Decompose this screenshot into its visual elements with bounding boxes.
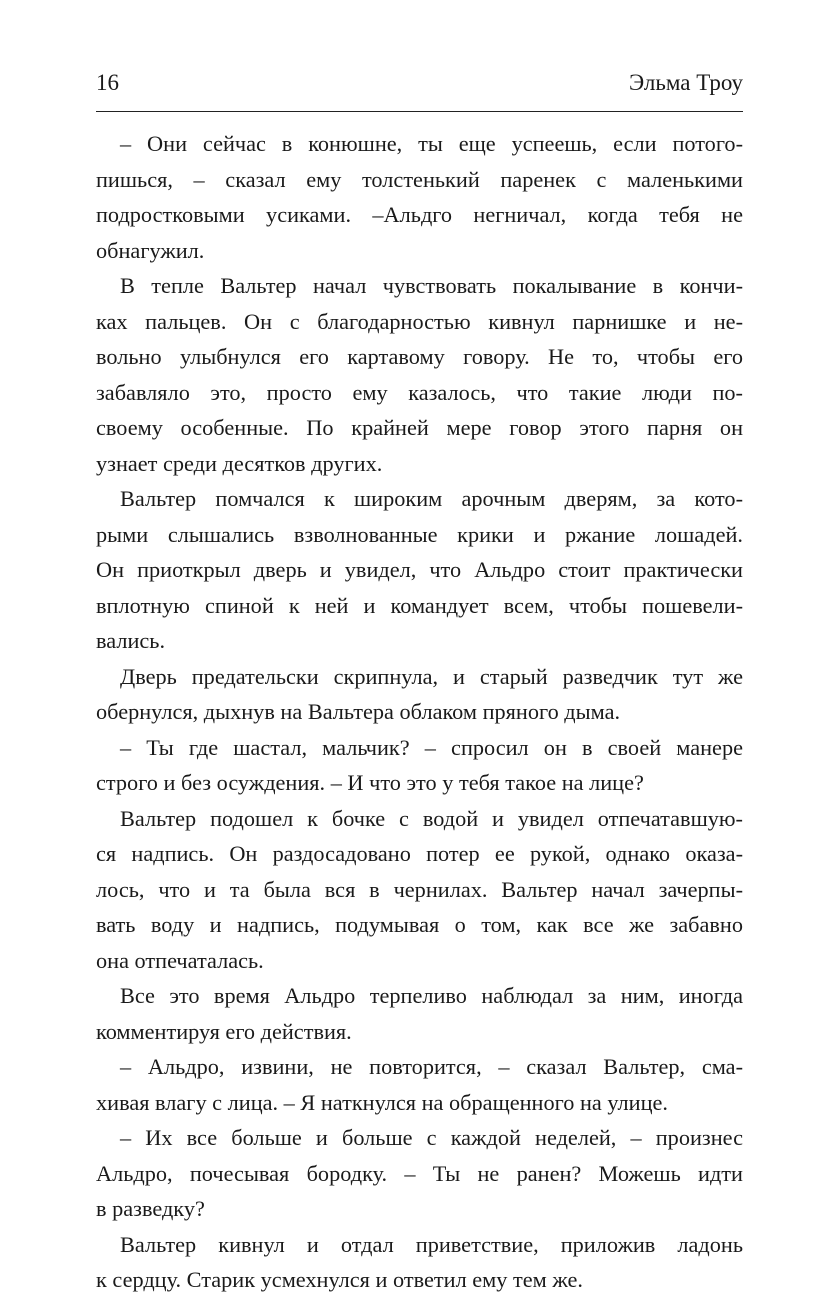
text-line: вать воду и надпись, подумывая о том, как все же забавно	[96, 912, 743, 937]
body-text	[96, 126, 743, 1298]
header-rule	[96, 111, 743, 112]
text-line: комментируя его действия.	[96, 1018, 352, 1044]
text-line: – Альдро, извини, не повторится, – сказал Вальтер, сма-	[120, 1054, 743, 1079]
text-line: – Их все больше и больше с каждой неделей, – произнес	[120, 1125, 743, 1150]
running-header-author: Эльма Троу	[628, 70, 743, 95]
text-line: – Ты где шастал, мальчик? – спросил он в своей манере	[120, 734, 743, 760]
text-line: обнагужил.	[96, 237, 205, 263]
paragraph	[96, 730, 743, 801]
page-number: 16	[96, 70, 119, 95]
text-line: – Они сейчас в конюшне, ты еще успеешь, если потого-	[120, 131, 743, 156]
text-line: рыми слышались взволнованные крики и ржание лошадей.	[96, 521, 743, 547]
text-line: ках пальцев. Он с благодарностью кивнул парнишке и не-	[96, 308, 743, 334]
text-line: лось, что и та была вся в чернилах. Вальтер начал зачерпы-	[96, 876, 743, 902]
text-line: хивая влагу с лица. – Я наткнулся на обращенного на улице.	[96, 1089, 668, 1115]
paragraph	[96, 126, 743, 268]
text-line: вольно улыбнулся его картавому говору. Не то, чтобы его	[96, 344, 743, 369]
paragraph	[96, 1120, 743, 1227]
text-line: подростковыми усиками. –Альдго негничал, когда тебя не	[96, 202, 743, 227]
text-line: вплотную спиной к ней и командует всем, чтобы пошевели-	[96, 592, 743, 618]
text-line: пишься, – сказал ему толстенький паренек с маленькими	[96, 166, 743, 192]
text-line: Все это время Альдро терпеливо наблюдал за ним, иногда	[120, 983, 743, 1008]
paragraph	[96, 801, 743, 979]
text-line: ся надпись. Он раздосадовано потер ее рукой, однако оказа-	[96, 841, 743, 866]
paragraph	[96, 659, 743, 730]
text-line: вались.	[96, 628, 166, 653]
paragraph	[96, 1227, 743, 1298]
text-line: Он приоткрыл дверь и увидел, что Альдро стоит практически	[96, 557, 743, 582]
text-line: она отпечаталась.	[96, 947, 264, 973]
text-line: Дверь предательски скрипнула, и старый разведчик тут же	[120, 663, 743, 689]
text-line: забавляло это, просто ему казалось, что такие люди по-	[96, 379, 743, 405]
text-line: Вальтер помчался к широким арочным дверям, за кото-	[120, 486, 743, 511]
paragraph	[96, 978, 743, 1049]
text-line: строго и без осуждения. – И что это у тебя такое на лице?	[96, 770, 644, 795]
text-line: своему особенные. По крайней мере говор этого парня он	[96, 415, 743, 440]
text-line: к сердцу. Старик усмехнулся и ответил ему тем же.	[96, 1267, 583, 1292]
text-line: узнает среди десятков других.	[96, 450, 383, 476]
text-line: обернулся, дыхнув на Вальтера облаком пряного дыма.	[96, 699, 621, 724]
text-line: Альдро, почесывая бородку. – Ты не ранен? Можешь идти	[96, 1160, 743, 1186]
text-line: В тепле Вальтер начал чувствовать покалывание в кончи-	[120, 273, 743, 298]
text-line: в разведку?	[96, 1196, 205, 1221]
paragraph	[96, 481, 743, 659]
paragraph	[96, 1049, 743, 1120]
text-line: Вальтер подошел к бочке с водой и увидел отпечатавшую-	[120, 805, 743, 831]
paragraph	[96, 268, 743, 481]
text-line: Вальтер кивнул и отдал приветствие, приложив ладонь	[120, 1231, 743, 1257]
